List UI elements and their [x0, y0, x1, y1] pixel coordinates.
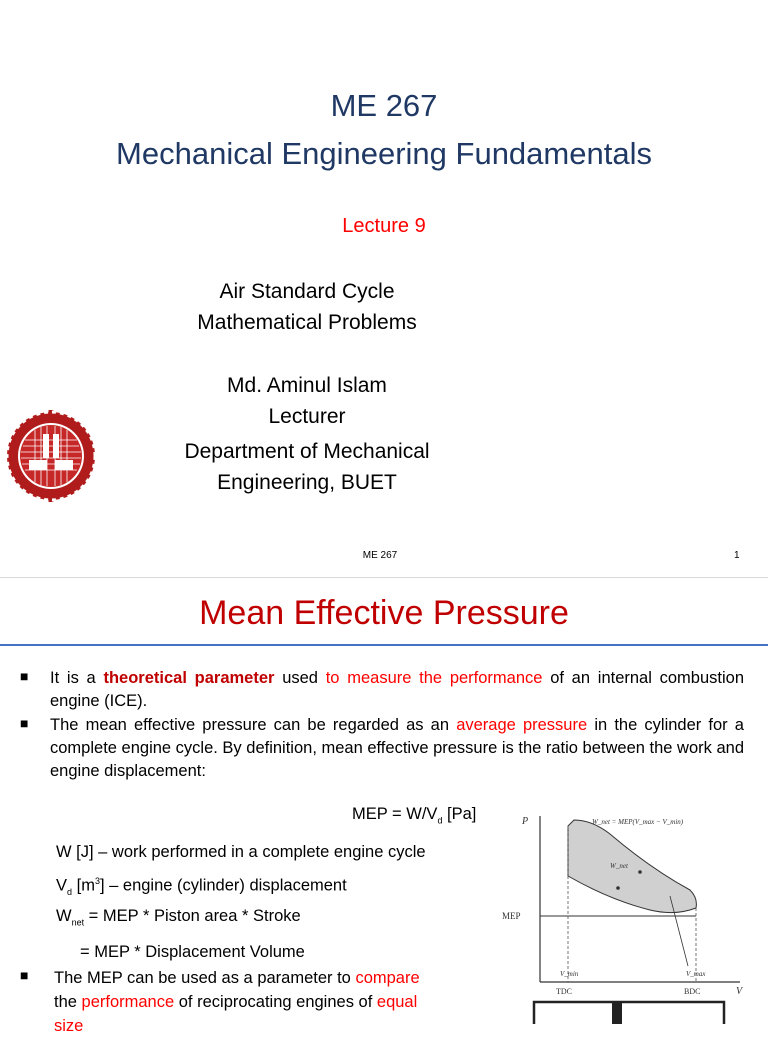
topic-line-2: Mathematical Problems — [197, 311, 417, 334]
wnet-label: W_net — [610, 862, 628, 870]
displacement-definition: $V_d$ $[m^3]$ – engine (cylinder) displacement — [56, 876, 347, 897]
pv-diagram — [500, 806, 762, 1024]
course-title: Mechanical Engineering Fundamentals — [116, 136, 652, 171]
bullet-1: It is a theoretical parameter used to measure the performance of an internal combustion engine (ICE). — [50, 669, 745, 710]
bullet-marker: ■ — [20, 967, 29, 983]
work-definition: W [J] – work performed in a complete engine cycle — [56, 843, 426, 861]
y-axis-label: P — [522, 816, 529, 827]
author-name: Md. Aminul Islam — [227, 374, 387, 397]
bullet-2: The mean effective pressure can be regarded as an average pressure in the cylinder for a complete engine cycle. By definition, mean effective pressure is the ratio between the work and engine displacement: — [50, 716, 744, 780]
vmax-label: V_max — [686, 970, 706, 978]
course-code: ME 267 — [330, 88, 438, 123]
slide-title: Mean Effective Pressure — [199, 594, 569, 632]
cycle-loop — [568, 820, 696, 913]
tdc-label: TDC — [556, 987, 572, 996]
bdc-label: BDC — [684, 987, 701, 996]
wnet-equation: $W_{net}$ = MEP * Piston area * Stroke — [56, 907, 301, 928]
department-line-1: Department of Mechanical — [184, 440, 430, 463]
buet-logo — [5, 410, 97, 502]
mep-label: MEP — [502, 911, 521, 921]
topic-line-1: Air Standard Cycle — [219, 280, 395, 303]
wnet-equation-cont: = MEP * Displacement Volume — [80, 943, 305, 961]
footer-course: ME 267 — [362, 550, 398, 561]
slide-2 — [0, 578, 768, 1035]
mep-formula: MEP = $W/V_d$ [Pa] — [352, 805, 477, 826]
author-role: Lecturer — [268, 405, 346, 428]
bullet-marker: ■ — [20, 715, 29, 731]
title-divider — [0, 644, 768, 646]
vmin-label: V_min — [560, 970, 579, 978]
mep-equation: W_net = MEP(V_max − V_min) — [592, 818, 684, 826]
department-line-2: Engineering, BUET — [217, 471, 397, 494]
x-axis-label: V — [736, 986, 743, 997]
footer-page-number: 1 — [734, 550, 740, 561]
lecture-number: Lecture 9 — [342, 215, 426, 237]
bullet-3: The MEP can be used as a parameter to compare the performance of reciprocating engines of equal size — [54, 969, 420, 1035]
bullet-marker: ■ — [20, 668, 29, 684]
